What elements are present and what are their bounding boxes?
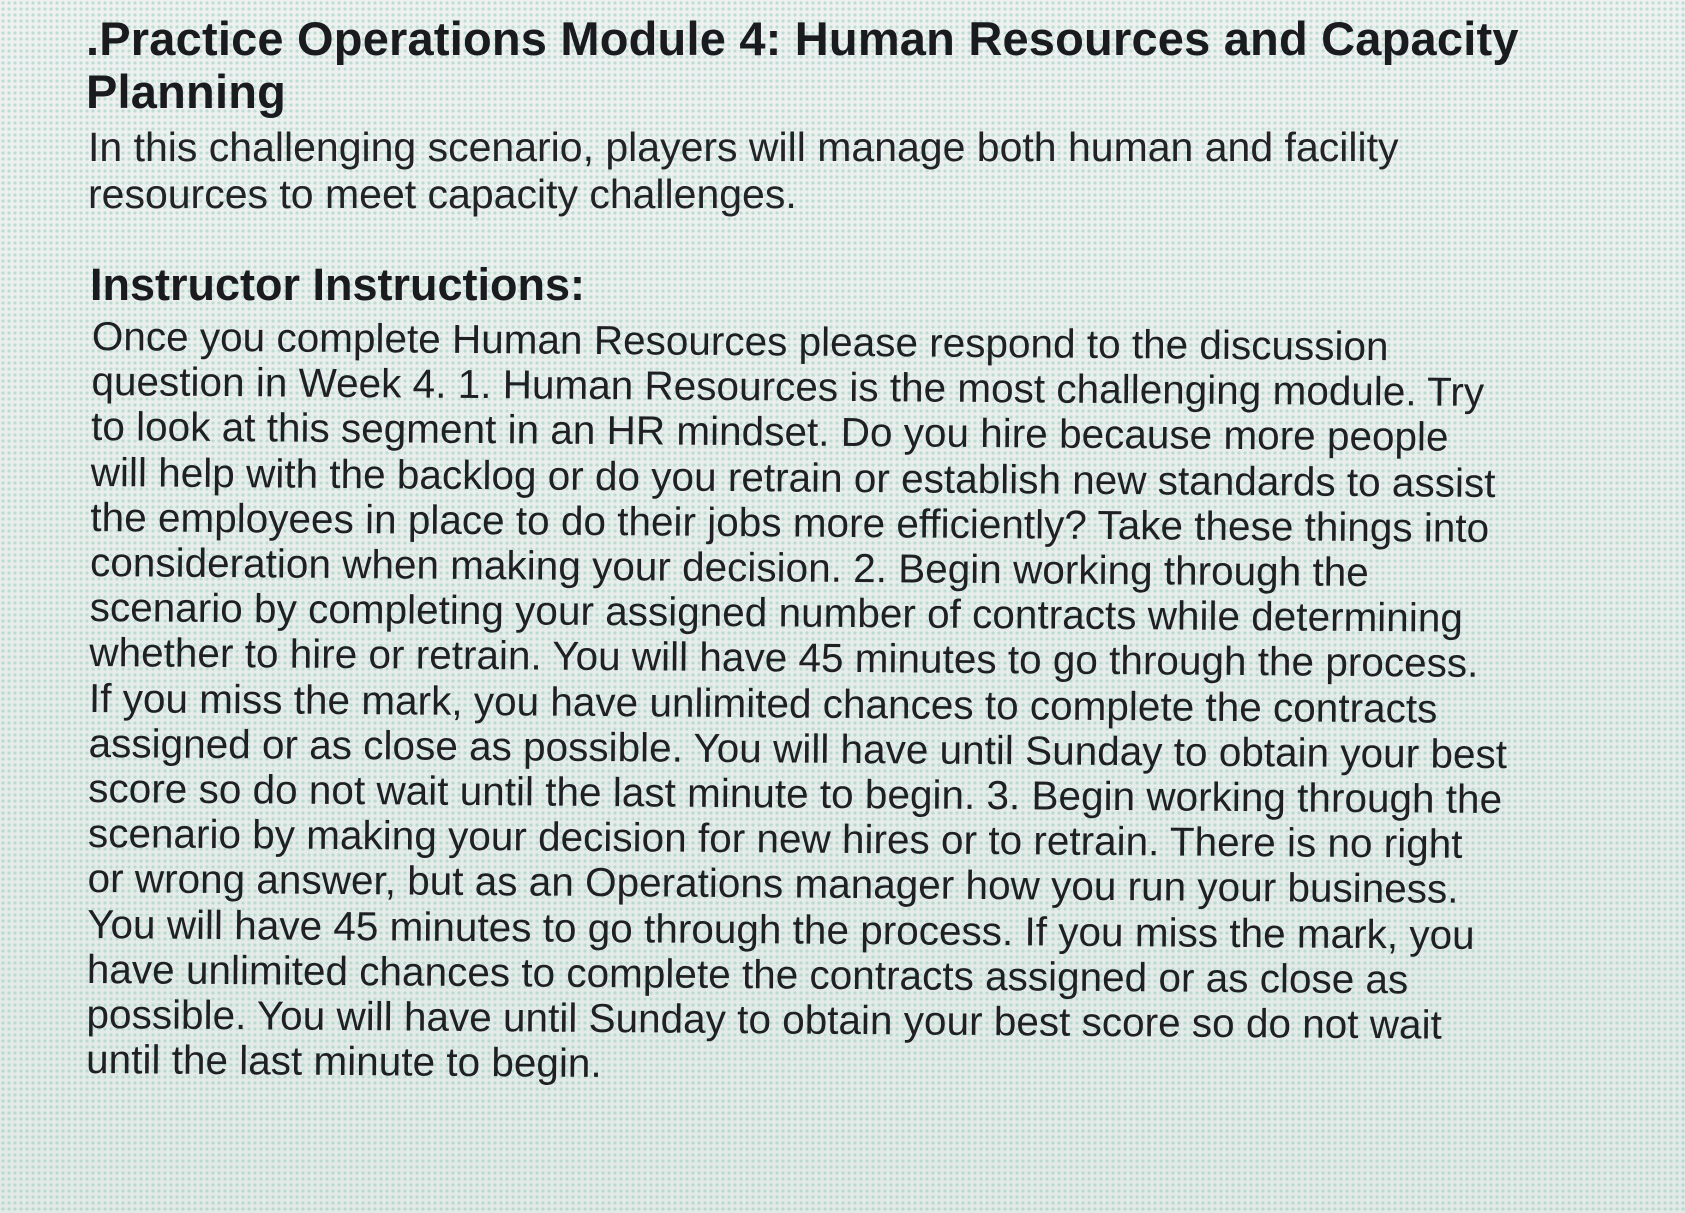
- module-description: In this challenging scenario, players will manage both human and facility resources to meet capacity challenges.: [88, 124, 1399, 217]
- instructor-instructions-text: Once you complete Human Resources please respond to the discussion question in Week 4. 1. Human Resources is the most challenging module. Try to look at this segment in an HR mindset. Do you hire because more people will help with the backlog or do you retrain or establish new standards to assist the employees in place to do their jobs more efficiently? Take these things into consideration when making your decision. 2. Begin working through the scenario by completing your assigned number of contracts while determining whether to hire or retrain. You will have 45 minutes to go through the process. If you miss the mark, you have unlimited chances to complete the contracts assigned or as close as possible. You will have until Sunday to obtain your best score so do not wait until the last minute to begin. 3. Begin working through the scenario by making your decision for new hires or to retrain. There is no right or wrong answer, but as an Operations manager how you run your business. You will have 45 minutes to go through the process. If you miss the mark, you have unlimited chances to complete the contracts assigned or as close as possible. You will have until Sunday to obtain your best score so do not wait until the last minute to begin.: [85, 313, 1508, 1087]
- module-title: .Practice Operations Module 4: Human Resources and Capacity Planning: [86, 12, 1519, 118]
- instructor-instructions-heading: Instructor Instructions:: [90, 259, 586, 310]
- module-content: [85, 12, 1526, 1087]
